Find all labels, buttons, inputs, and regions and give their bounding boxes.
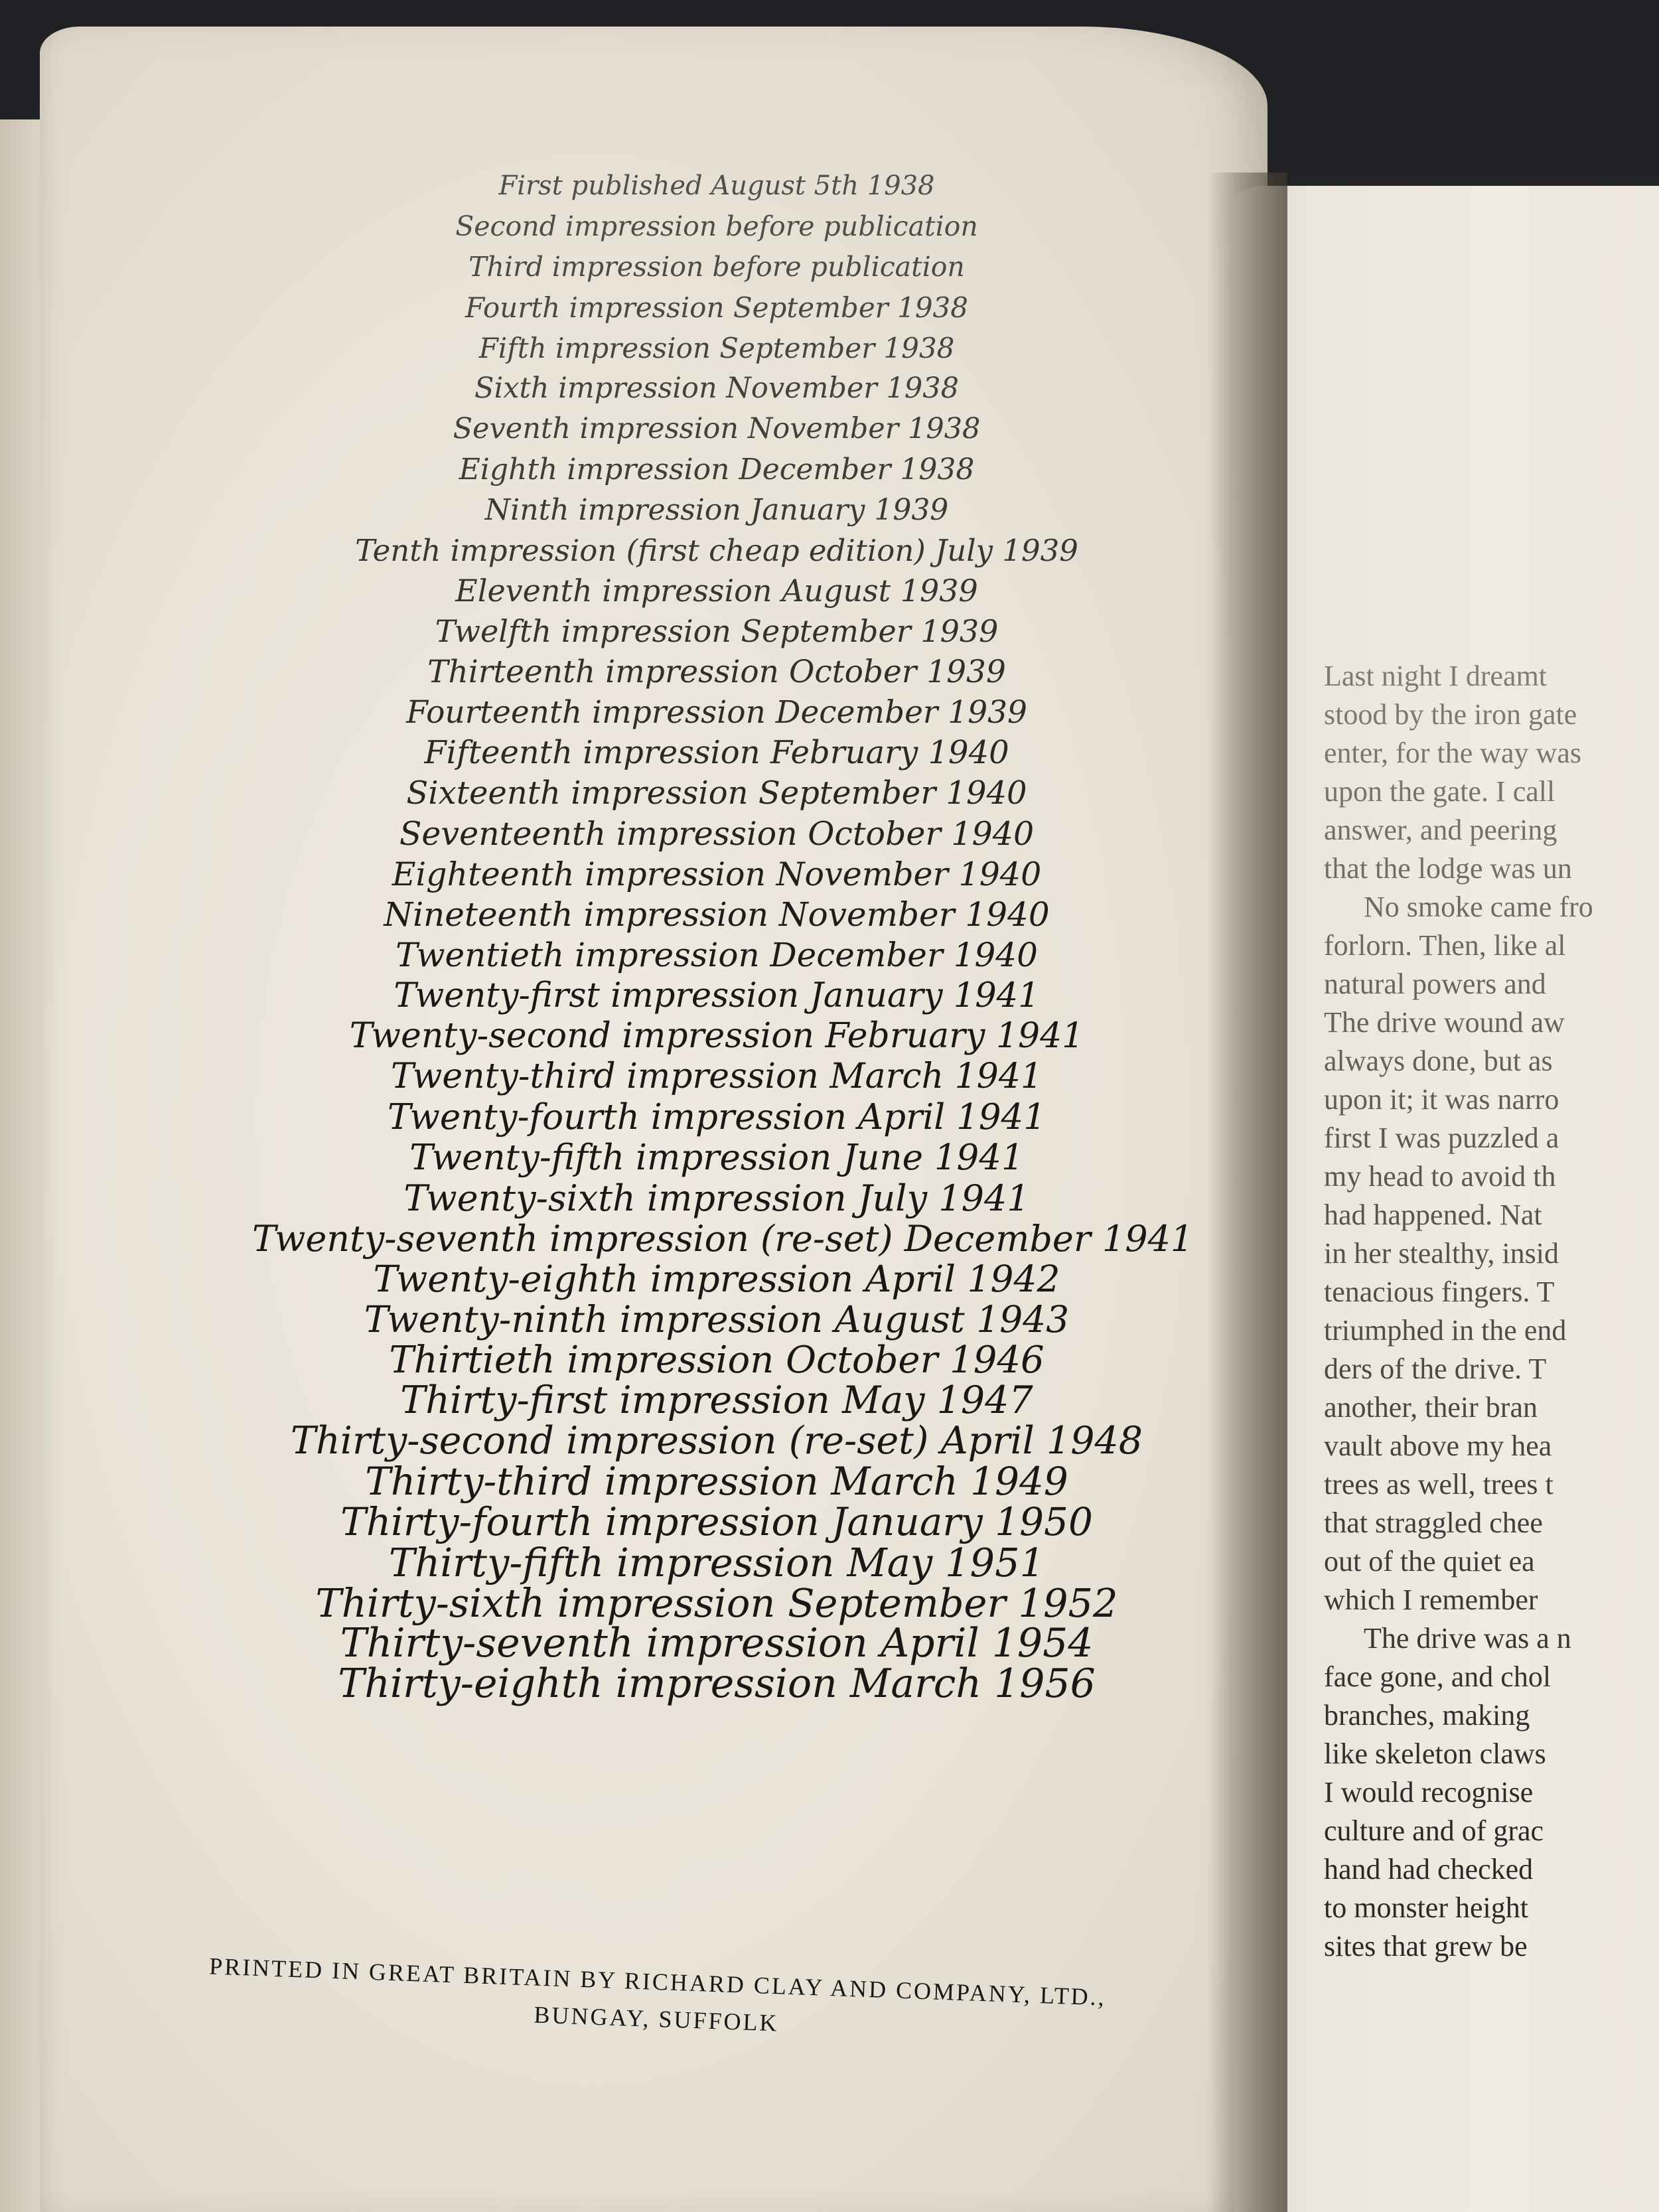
right-page-line: that straggled chee	[1324, 1507, 1543, 1539]
impression-line: Thirty-fourth impression January 1950	[340, 1499, 1093, 1544]
impression-line: Twenty-fourth impression April 1941	[388, 1097, 1046, 1138]
impression-line: Seventeenth impression October 1940	[399, 815, 1035, 853]
right-page-line: which I remember	[1324, 1584, 1538, 1616]
right-page-line: tenacious fingers. T	[1324, 1276, 1555, 1308]
right-page-line: in her stealthy, insid	[1324, 1237, 1559, 1270]
right-page-line: to monster height	[1324, 1891, 1528, 1924]
right-page-line: had happened. Nat	[1324, 1199, 1542, 1231]
impression-line: Sixth impression November 1938	[474, 372, 959, 405]
right-page-line: hand had checked	[1324, 1853, 1534, 1885]
impression-line: Fourth impression September 1938	[465, 291, 968, 324]
impression-line: Thirty-second impression (re-set) April 1948	[290, 1419, 1143, 1463]
impression-line: Second impression before publication	[455, 210, 978, 242]
right-page-line: enter, for the way was	[1324, 737, 1581, 769]
impression-line: Twenty-eighth impression April 1942	[373, 1258, 1060, 1300]
right-page-line: The drive wound aw	[1324, 1006, 1565, 1039]
impression-line: Twelfth impression September 1939	[435, 613, 999, 649]
printer-location: BUNGAY, SUFFOLK	[533, 2001, 780, 2037]
right-page-line: like skeleton claws	[1324, 1737, 1546, 1770]
impression-line: Thirteenth impression October 1939	[427, 654, 1006, 690]
impression-line: Fifteenth impression February 1940	[424, 734, 1009, 771]
impression-line: Nineteenth impression November 1940	[384, 895, 1050, 934]
impression-line: Eleventh impression August 1939	[455, 573, 978, 609]
impression-line: Fifth impression September 1938	[478, 332, 955, 364]
right-page-line: trees as well, trees t	[1324, 1468, 1553, 1501]
right-page-line: that the lodge was un	[1324, 852, 1572, 885]
impression-line: First published August 5th 1938	[498, 171, 935, 201]
impression-line: Twenty-sixth impression July 1941	[403, 1177, 1030, 1219]
right-page-line: stood by the iron gate	[1324, 698, 1577, 731]
impression-line: Twenty-first impression January 1941	[394, 976, 1040, 1015]
impression-line: Twenty-second impression February 1941	[349, 1016, 1084, 1056]
right-page-line: answer, and peering	[1324, 814, 1557, 846]
impression-line: Twentieth impression December 1940	[396, 936, 1038, 974]
right-page-line: culture and of grac	[1324, 1814, 1544, 1847]
right-page-line: face gone, and chol	[1324, 1660, 1551, 1693]
right-page-line: branches, making	[1324, 1699, 1530, 1732]
right-page-line: triumphed in the end	[1324, 1314, 1567, 1347]
impression-line: Eighth impression December 1938	[459, 453, 975, 486]
impression-line: Sixteenth impression September 1940	[406, 774, 1027, 812]
right-page-line: always done, but as	[1324, 1045, 1553, 1077]
impression-line: Thirty-third impression March 1949	[365, 1459, 1068, 1504]
right-page-line: forlorn. Then, like al	[1324, 929, 1566, 962]
right-page-line: another, their bran	[1324, 1391, 1538, 1424]
right-page-line: sites that grew be	[1324, 1930, 1528, 1962]
impression-line: Twenty-seventh impression (re-set) December 1941	[252, 1218, 1194, 1260]
impression-line: Fourteenth impression December 1939	[406, 694, 1027, 731]
right-page-line: upon it; it was narro	[1324, 1083, 1559, 1116]
impression-line: Thirty-seventh impression April 1954	[340, 1620, 1094, 1666]
impression-line: Thirty-sixth impression September 1952	[315, 1580, 1118, 1626]
impression-line: Seventh impression November 1938	[453, 412, 981, 445]
right-page-line: ders of the drive. T	[1324, 1353, 1547, 1385]
impression-line: Thirty-first impression May 1947	[400, 1378, 1033, 1422]
book-gutter	[1208, 173, 1287, 2212]
impression-line: Thirty-eighth impression March 1956	[338, 1660, 1096, 1707]
right-page-line: out of the quiet ea	[1324, 1545, 1535, 1578]
right-page-line: my head to avoid th	[1324, 1160, 1556, 1193]
right-page-line: first I was puzzled a	[1324, 1122, 1559, 1154]
right-page-line: natural powers and	[1324, 968, 1546, 1000]
impression-line: Eighteenth impression November 1940	[392, 855, 1042, 893]
right-page-text	[1324, 657, 1659, 1966]
impression-line: Twenty-fifth impression June 1941	[409, 1138, 1024, 1178]
right-page-line: No smoke came fro	[1364, 891, 1593, 923]
impression-line: Thirtieth impression October 1946	[389, 1339, 1045, 1382]
impression-line: Thirty-fifth impression May 1951	[388, 1540, 1045, 1585]
impression-line: Twenty-third impression March 1941	[391, 1057, 1043, 1096]
printer-line: PRINTED IN GREAT BRITAIN BY RICHARD CLAY AND COMPANY, LTD.,	[208, 1953, 1107, 2011]
impression-line: Ninth impression January 1939	[484, 493, 949, 527]
impression-list	[252, 166, 1194, 1707]
impression-line: Tenth impression (first cheap edition) July 1939	[355, 533, 1078, 568]
right-page-line: Last night I dreamt	[1324, 660, 1548, 692]
right-page-line: upon the gate. I call	[1324, 775, 1555, 808]
right-page-line: I would recognise	[1324, 1776, 1534, 1808]
impression-line: Twenty-ninth impression August 1943	[364, 1298, 1070, 1341]
right-page-line: The drive was a n	[1364, 1622, 1571, 1655]
right-page-line: vault above my hea	[1324, 1430, 1552, 1462]
impression-line: Third impression before publication	[469, 251, 965, 283]
